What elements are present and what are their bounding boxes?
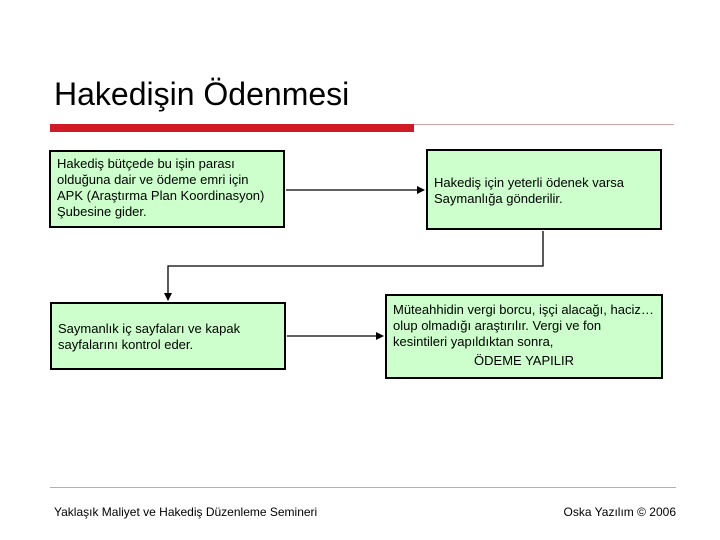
flow-step-apk-text: Hakediş bütçede bu işin parası olduğuna dair ve ödeme emri için APK (Araştırma Plan Koordinasyon) Şubesine gider. — [57, 156, 265, 219]
flow-step-payment-text: Müteahhidin vergi borcu, işçi alacağı, haciz… olup olmadığı araştırılır. Vergi ve fon kesintileri yapıldıktan sonra, — [393, 302, 654, 349]
slide-title: Hakedişin Ödenmesi — [54, 76, 350, 112]
flow-step-payment-final: ÖDEME YAPILIR — [474, 353, 574, 368]
arrow-b-to-c — [168, 231, 543, 300]
flow-step-budget-text: Hakediş için yeterli ödenek varsa Saymanlığa gönderilir. — [434, 175, 625, 206]
footer-rule — [50, 487, 676, 488]
flow-step-payment — [385, 294, 663, 379]
flow-step-budget — [426, 149, 662, 230]
footer-seminar-name: Yaklaşık Maliyet ve Hakediş Düzenleme Semineri — [54, 505, 318, 519]
flow-step-control-text: Saymanlık iç sayfaları ve kapak sayfalarını kontrol eder. — [58, 321, 241, 352]
footer-copyright: Oska Yazılım © 2006 — [563, 505, 676, 519]
flow-step-control — [50, 302, 286, 370]
flow-step-apk — [49, 150, 285, 228]
